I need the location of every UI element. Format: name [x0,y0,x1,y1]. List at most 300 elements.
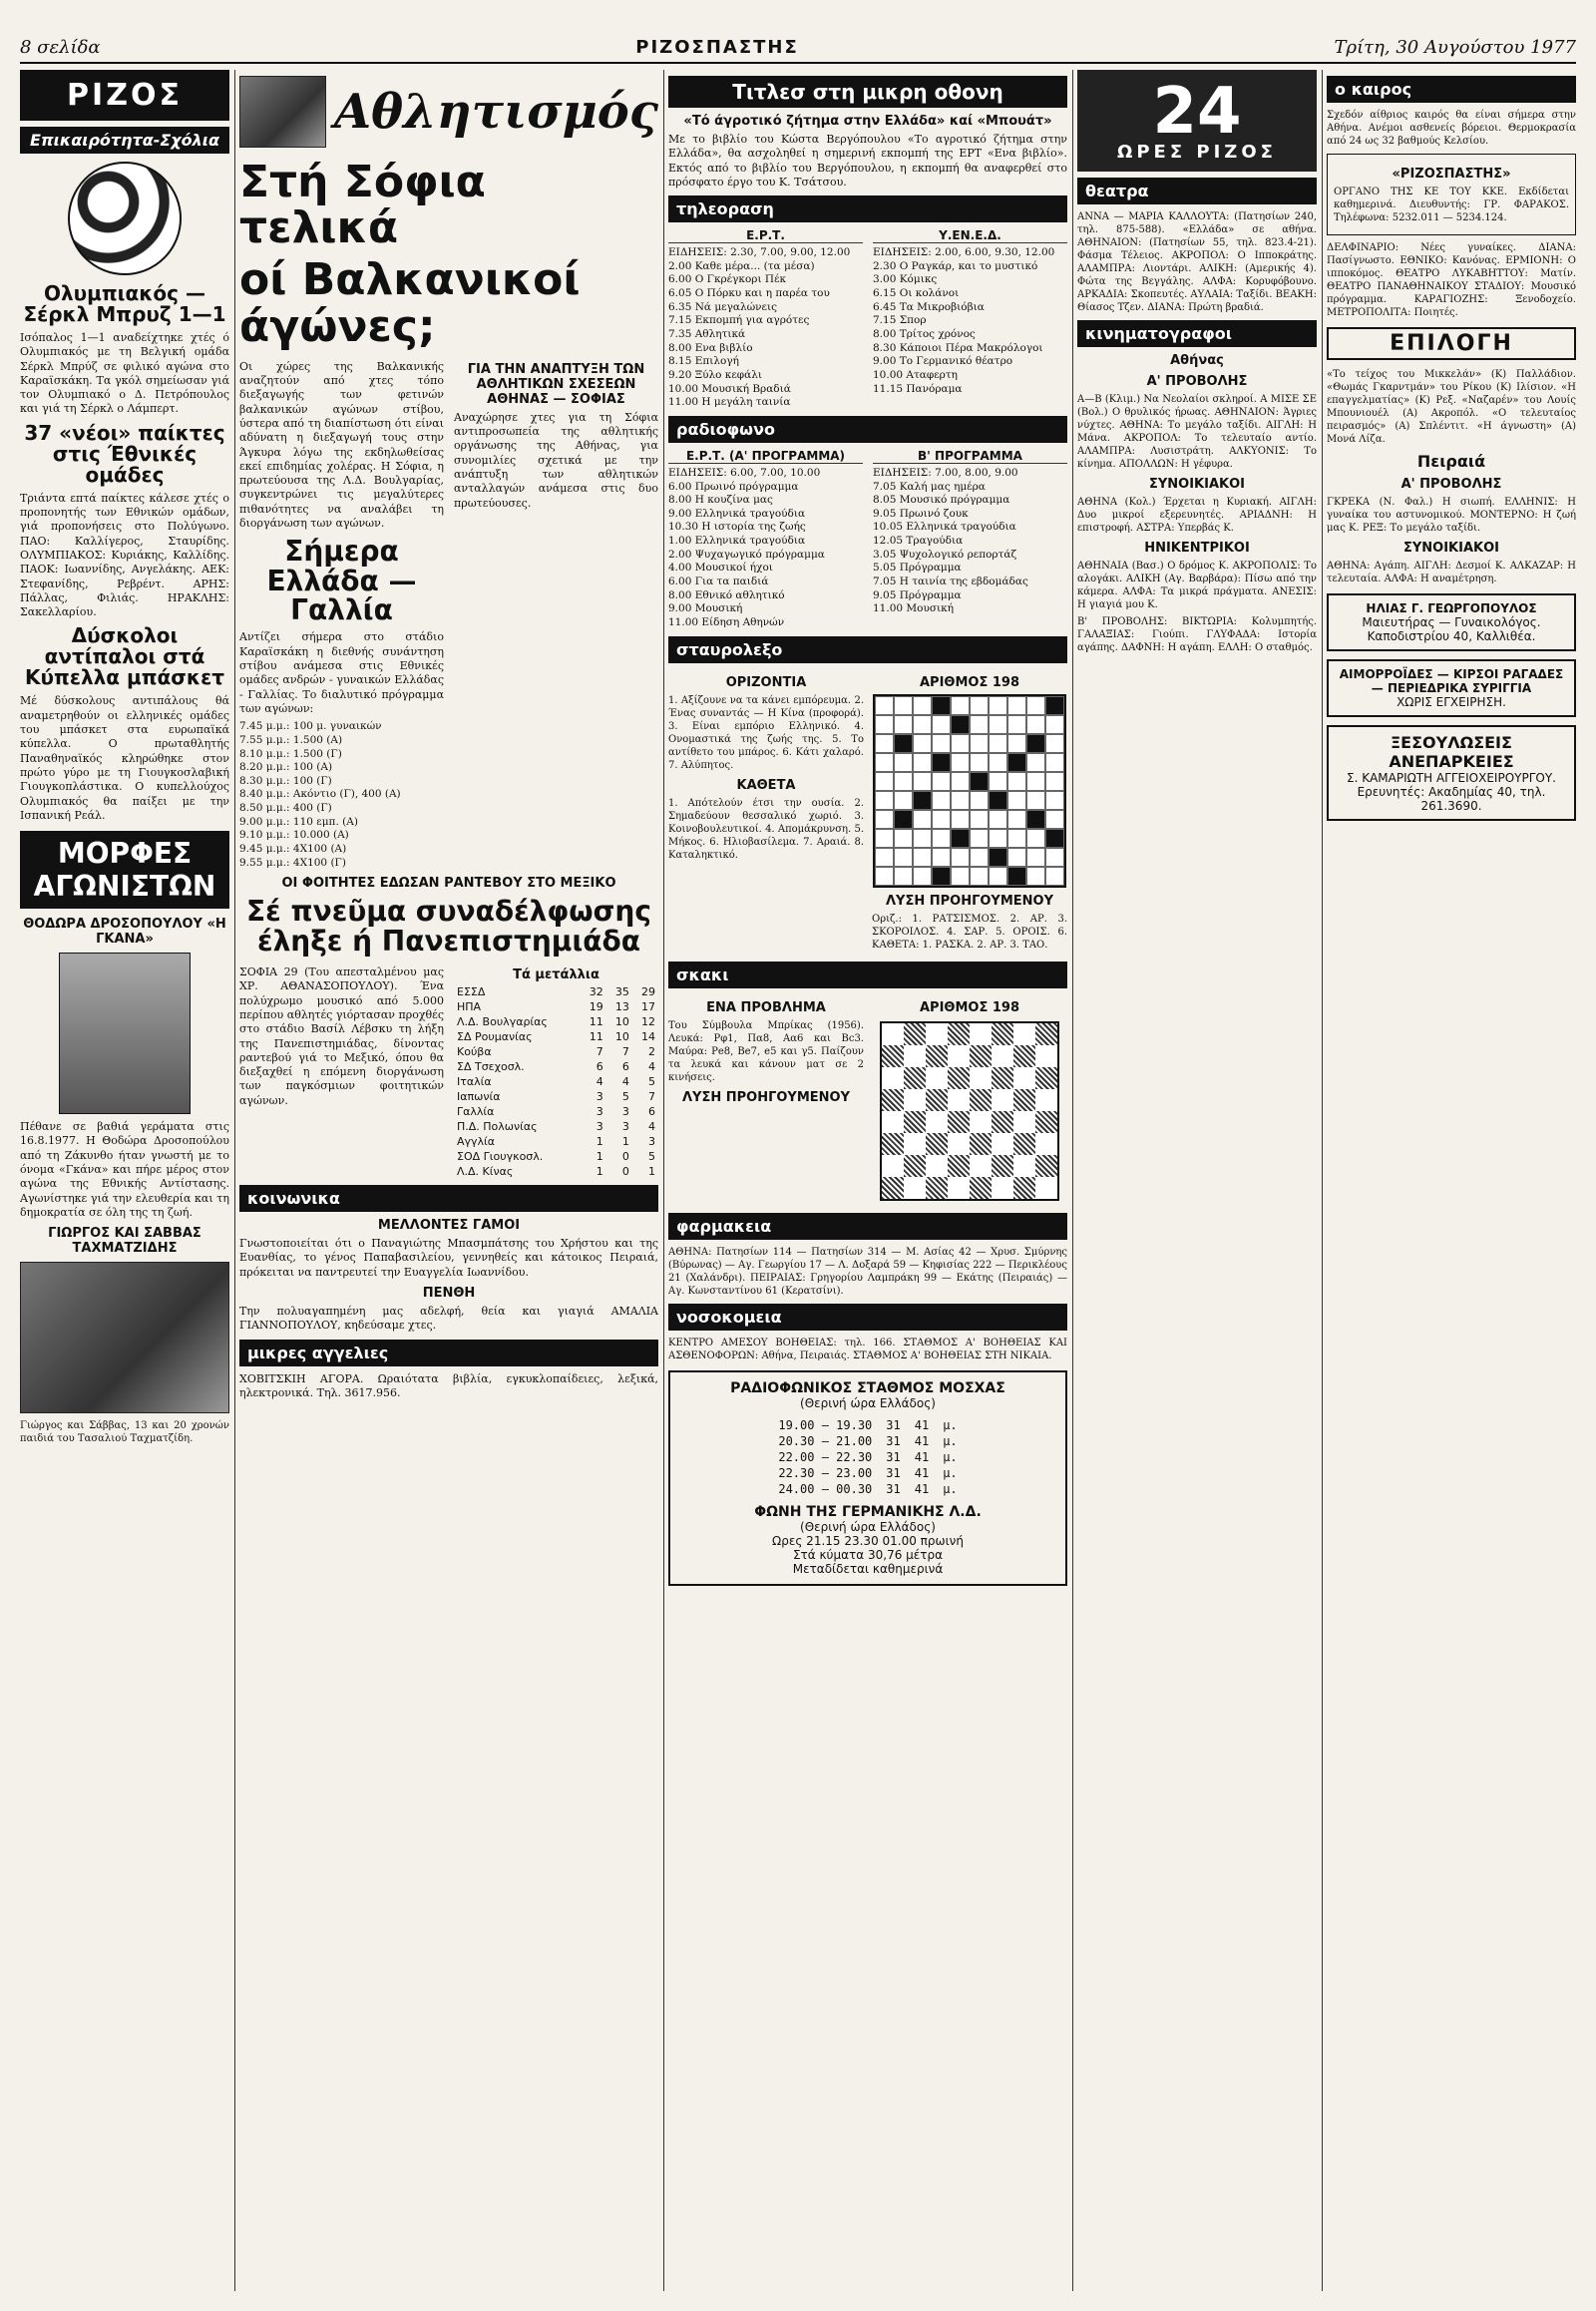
medals-count: 6 [596,1060,603,1074]
relations-article: Αναχώρησε χτες για τη Σόφια αντιπροσωπεία της αθλητικής οργάνωσης της Αθήνας, για συνομιλίες σχετικά με την ανάπτυξη των αθλητικών ανταλλαγών ανάμεσα στις δυο πρωτεύουσες. [454,410,658,510]
down-title: ΚΑΘΕΤΑ [736,777,796,793]
medals-country: ΣΔ Ρουμανίας [457,1030,533,1044]
medals-count: 5 [648,1150,655,1164]
crossword-cell [1026,734,1045,753]
radio-program-item: 6.00 Πρωινό πρόγραμμα [668,480,799,493]
hospitals-banner: νοσοκομεια [668,1304,1067,1331]
piraeus-neighborhood-listing: ΑΘΗΝΑ: Αγάπη. ΑΙΓΛΗ: Δεσμοί Κ. ΑΛΚΑΖΑΡ: Η τελευταία. ΑΛΦΑ: Η αναμέτρηση. [1327,561,1576,584]
crossword-cell [894,810,913,829]
radio-moscow-cell: 19.00 — 19.30 [778,1417,873,1432]
clinic-ad-text: ΧΩΡΙΣ ΕΓΧΕΙΡΗΣΗ. [1396,695,1506,709]
radio-moscow-cell: μ. [943,1433,958,1448]
radio-program-item: 10.30 Η ιστορία της ζωής [668,521,806,534]
crossword-cell [894,829,913,848]
chess-square [970,1089,992,1111]
crossword-cell [875,791,894,810]
crossword-cell [1007,829,1026,848]
crossword-cell [932,848,951,867]
schedule-item: 9.45 μ.μ.: 4Χ100 (Α) [239,843,347,856]
sofia-headline-2: οί Βαλκανικοί άγώνες; [239,254,581,352]
chess-square [904,1177,926,1199]
newspaper-name: ΡΙΖΟΣΠΑΣΤΗΣ [635,37,799,58]
chess-square [926,1067,948,1089]
radio-program-item: 11.00 Μουσική [873,602,954,615]
medals-count: 3 [621,1120,629,1134]
crossword-cell [951,772,970,791]
neighborhood-title: ΣΥΝΟΙΚΙΑΚΟΙ [1149,477,1245,492]
crossword-cell [913,829,932,848]
section-tag: Επικαιρότητα-Σχόλια [20,127,229,154]
medals-country: Αγγλία [457,1135,496,1149]
students-headline: Σέ πνεῦμα συναδέλφωσης έληξε ή Πανεπιστημιάδα [246,895,651,958]
neighborhood-listing: ΑΘΗΝΑ (Κολ.) Έρχεται η Κυριακή. ΑΙΓΛΗ: Δυο μικροί εξερευνητές. ΑΡΙΑΔΝΗ: Η επιστροφή. ΑΣΤΡΑ: Υπερβάς Κ. [1077,497,1317,534]
crossword-number: ΑΡΙΘΜΟΣ 198 [919,674,1019,690]
schedule-item: 9.55 μ.μ.: 4Χ100 (Γ) [239,856,346,869]
crossword-cell [1007,753,1026,772]
chess-square [882,1177,904,1199]
chess-square [882,1133,904,1155]
chess-square [948,1045,970,1067]
crossword-cell [1026,696,1045,715]
rizos-logo: ΡΙΖΟΣ [20,70,229,121]
tachmatzidis-caption: Γιώργος και Σάββας, 13 και 20 χρονών παιδιά του Τασαλιού Ταχματζίδη. [20,1420,229,1445]
medals-count: 3 [596,1090,603,1104]
schedule-item: 9.10 μ.μ.: 10.000 (Α) [239,829,349,842]
crossword-cell [932,791,951,810]
tv-program-item: 7.15 Σπορ [873,314,927,327]
medals-count: 10 [614,1015,629,1029]
24-number: 24 [1152,75,1242,149]
crossword-cell [932,734,951,753]
crossword-cell [1045,791,1064,810]
crossword-cell [1045,696,1064,715]
medals-country: Κούβα [457,1045,492,1059]
issue-date: Τρίτη, 30 Αυγούστου 1977 [1334,37,1576,58]
chess-square [948,1023,970,1045]
radio-moscow-cell: 41 [914,1417,930,1432]
schedule-item: 8.40 μ.μ.: Ακόντιο (Γ), 400 (Α) [239,788,401,801]
crossword-cell [1007,848,1026,867]
medals-row [454,1164,658,1179]
crossword-cell [894,848,913,867]
chess-square [882,1155,904,1177]
tv-program-item: 10.00 Μουσική Βραδιά [668,382,791,395]
chess-square [992,1155,1013,1177]
crossword-cell [932,715,951,734]
solution-title: ΛΥΣΗ ΠΡΟΗΓΟΥΜΕΝΟΥ [885,893,1053,909]
german-hours: Ωρες 21.15 23.30 01.00 πρωινή [772,1533,964,1548]
crossword-cell [913,753,932,772]
crossword-cell [970,810,989,829]
radio-moscow-row [772,1434,963,1448]
crossword-cell [1007,810,1026,829]
tv-program-item: 9.20 Ξύλο κεφάλι [668,368,763,381]
chess-square [1035,1111,1057,1133]
chess-square [1013,1133,1035,1155]
medals-count: 1 [596,1135,603,1149]
medals-count: 6 [648,1105,655,1119]
medals-country: Ιαπωνία [457,1090,501,1104]
crossword-cell [951,791,970,810]
social-banner: κοινωνικα [239,1185,658,1212]
chess-square [970,1067,992,1089]
radio-a-channel: Ε.Ρ.Τ. (Α' ΠΡΟΓΡΑΜΜΑ) [668,449,863,464]
cinema-listing: Α—Β (Κλιμ.) Να Νεολαίοι σκληροί. Α ΜΙΣΕ ΣΕ (Βολ.) Ο θρυλικός ήρωας. ΑΘΗΝΑΙΟΝ: Άγριες νύχτες. ΑΘΗΝΑ: Το μεγάλο ταξίδι. ΑΙΓΛΗ: Η Μάνα. ΑΚΡΟΠΟΛ: Το τελευταίο αντίο. ΑΛΑΜΠΡΑ: Λυσιστράτη. ΑΛΚΥΟΝΙΣ: Το κίνημα. ΑΠΟΛΛΩΝ: Η γέφυρα. [1077,394,1317,470]
schedule-item: 7.55 μ.μ.: 1.500 (Α) [239,733,343,746]
column-media [668,70,1067,2291]
medals-row [454,1014,658,1029]
cinema-first-run: Α' ΠΡΟΒΟΛΗΣ [1146,374,1248,389]
crossword-cell [1045,772,1064,791]
tv-program-item: 8.30 Κάποιοι Πέρα Μακρόλογοι [873,341,1043,354]
clinic-ad [1327,659,1576,717]
crossword-cell [913,715,932,734]
medals-row [454,1149,658,1164]
sofia-headline-1: Στή Σόφια τελικά [239,157,486,254]
medals-country: ΕΣΣΔ [457,985,486,999]
crossword-cell [913,696,932,715]
surgeon-ad-title: ΞΕΣΟΥΛΩΣΕΙΣ ΑΝΕΠΑΡΚΕΙΕΣ [1389,733,1514,771]
crossword-cell [1007,772,1026,791]
radio-program-item: 5.05 Πρόγραμμα [873,562,962,575]
radio-moscow-cell: 41 [914,1465,930,1480]
crossword-cell [913,734,932,753]
medals-count: 10 [614,1030,629,1044]
drosopoulou-article: Πέθανε σε βαθιά γεράματα στις 16.8.1977. Η Θοδώρα Δροσοπούλου από τη Ζάκυνθο ήταν γνωστή με το όνομα «Γκάνα» και πήρε μέρος στον αγώνα της Εθνικής Αντίστασης. Αγωνίστηκε γιά την ελευθερία και τη δημοκρατία σε όλη της τη ζωή. [20,1120,229,1219]
surgeon-ad [1327,725,1576,821]
medals-table [454,984,658,1179]
medals-count: 0 [621,1150,629,1164]
crossword-cell [894,867,913,886]
radio-moscow-row [772,1450,963,1464]
radio-program-item: 6.00 Για τα παιδιά [668,576,769,587]
24-subtitle: ΩΡΕΣ ΡΙΖΟΣ [1117,142,1277,163]
chess-square [882,1089,904,1111]
radio-moscow-cell: 41 [914,1449,930,1464]
crossword-cell [989,848,1007,867]
radio-moscow-cell: 31 [886,1449,901,1464]
crossword-cell [932,696,951,715]
crossword-cell [970,734,989,753]
crossword-cell [1026,772,1045,791]
chess-square [904,1111,926,1133]
chess-square [904,1155,926,1177]
chess-square [904,1023,926,1045]
medals-count: 11 [589,1030,603,1044]
theatres-listing: ΑΝΝΑ — ΜΑΡΙΑ ΚΑΛΛΟΥΤΑ: (Πατησίων 240, τηλ. 875-588). «Ελλάδα» σε αθήνα. ΑΘΗΝΑΙΟΝ: (Πατησίων 55, τηλ. 823.4-21). Φάσμα Τέλειος. ΑΚΡΟΠΟΛ: Ο Ιπποκράτης. ΑΛΑΜΠΡΑ: Λιοντάρι. ΑΛΙΚΗ: (Αμερικής 4). Φώτα της Βεγγάλης. ΑΛΦΑ: Κορυφόβουνο. ΑΡΚΑΔΙΑ: Σκοπευτές. ΑΥΛΑΙΑ: Ταξίδι. ΒΕΑΚΗ: Θίασος Τζεν. ΔΙΑΝΑ: Πρώτη βραδιά. [1077,211,1317,313]
page-number: 8 σελίδα [20,37,101,58]
crossword-cell [1045,810,1064,829]
chess-square [970,1045,992,1067]
piraeus-listing: ΓΚΡΕΚΑ (Ν. Φαλ.) Η σιωπή. ΕΛΛΗΝΙΣ: Η γυναίκα του αστυνομικού. ΜΟΝΤΕΡΝΟ: Η ζωή μας Κ. ΡΕΞ: Το μεγάλο ταξίδι. [1327,497,1576,534]
crossword-cell [1026,791,1045,810]
television-banner: τηλεοραση [668,195,1067,222]
chess-square [992,1023,1013,1045]
medals-count: 3 [648,1135,655,1149]
crossword-cell [989,696,1007,715]
medals-count: 5 [648,1075,655,1089]
radio-program-item: 8.05 Μουσικό πρόγραμμα [873,494,1010,507]
radio-moscow-row [772,1466,963,1480]
crossword-cell [913,772,932,791]
radio-program-item: ΕΙΔΗΣΕΙΣ: 7.00, 8.00, 9.00 [873,466,1018,479]
radio-program-item: 12.05 Τραγούδια [873,535,964,548]
chess-number: ΑΡΙΘΜΟΣ 198 [919,999,1019,1015]
crossword-cell [913,867,932,886]
radio-moscow-cell: 41 [914,1433,930,1448]
radio-moscow-table [770,1416,965,1498]
column-listings [1077,70,1317,2291]
chess-square [992,1111,1013,1133]
medals-count: 4 [621,1075,629,1089]
medals-count: 1 [648,1165,655,1179]
chess-square [1013,1177,1035,1199]
radio-moscow-cell: 41 [914,1481,930,1496]
medals-count: 4 [648,1060,655,1074]
crossword-cell [1007,867,1026,886]
medals-count: 17 [641,1000,655,1014]
crossword-cell [989,829,1007,848]
german-title: ΦΩΝΗ ΤΗΣ ΓΕΡΜΑΝΙΚΗΣ Λ.Δ. [754,1503,982,1520]
medals-count: 35 [614,985,629,999]
chess-square [992,1089,1013,1111]
agrarian-headline: «Τό άγροτικό ζήτημα στην Ελλάδα» καί «Μπουάτ» [683,114,1052,129]
tv-program-item: 2.00 Καθε μέρα... (τα μέσα) [668,259,815,272]
medals-count: 6 [621,1060,629,1074]
medals-count: 1 [596,1165,603,1179]
crossword-cell [1026,829,1045,848]
medals-count: 19 [589,1000,603,1014]
crossword-cell [875,848,894,867]
chess-square [1013,1155,1035,1177]
chess-prev-title: ΛΥΣΗ ΠΡΟΗΓΟΥΜΕΝΟΥ [681,1089,850,1105]
chess-square [904,1045,926,1067]
tv-program-item: 9.00 Το Γερμανικό θέατρο [873,355,1013,368]
crossword-cell [894,734,913,753]
medals-count: 7 [596,1045,603,1059]
cinemas-banner: κινηματογραφοι [1077,320,1317,347]
medals-count: 3 [596,1105,603,1119]
chess-square [1013,1067,1035,1089]
chess-square [1035,1133,1057,1155]
crossword-cell [1007,696,1026,715]
tv-program-item: 11.00 Η μεγάλη ταινία [668,396,791,409]
medals-count: 13 [614,1000,629,1014]
crossword-cell [1026,848,1045,867]
chess-square [1035,1177,1057,1199]
radio-moscow-cell: μ. [943,1465,958,1480]
crossword-cell [875,715,894,734]
drosopoulou-title: ΘΟΔΩΡΑ ΔΡΟΣΟΠΟΥΛΟΥ «Η ΓΚΑΝΑ» [23,917,226,948]
chess-square [904,1067,926,1089]
crossword-cell [894,715,913,734]
crossword-cell [951,810,970,829]
crossword-cell [1026,753,1045,772]
crossword-cell [1045,734,1064,753]
medals-count: 32 [589,985,603,999]
radio-moscow-sub: (Θερινή ώρα Ελλάδος) [800,1395,936,1410]
crossword-grid [873,694,1066,888]
medals-row [454,1029,658,1044]
olympiakos-headline: Ολυμπιακός — Σέρκλ Μπρυζ 1—1 [23,281,226,326]
weather-banner: ο καιρος [1327,76,1576,103]
medals-count: 14 [641,1030,655,1044]
open-air-listing: ΑΘΗΝΑΙΑ (Βασ.) Ο δρόμος Κ. ΑΚΡΟΠΟΛΙΣ: Το αλογάκι. ΑΛΙΚΗ (Αγ. Βαρβάρα): Πίσω από την κάμερα. ΑΛΦΑ: Τα μικρά πράγματα. ΑΝΕΣΙΣ: Η γιαγιά μου Κ. [1077,561,1317,610]
doctor-ad [1327,593,1576,651]
chess-square [948,1177,970,1199]
chess-square [992,1045,1013,1067]
radio-moscow-cell: 20.30 — 21.00 [778,1433,873,1448]
crossword-cell [970,791,989,810]
medals-row [454,1089,658,1104]
medals-title: Τά μετάλλια [513,967,599,983]
young-players-headline: 37 «νέοι» παίκτες στις Έθνικές ομάδες [24,420,225,487]
chess-square [1035,1089,1057,1111]
medals-row [454,1119,658,1134]
basketball-article: Μέ δύσκολους αντιπάλους θά αναμετρηθούν οι ελληνικές ομάδες του μπάσκετ στα ευρωπαϊκά κύπελλα. Ο πρωταθλητής Παναθηναϊκός κληρώθηκε στον πρώτο γύρο με τη Γιουγκοσλαβική Γιουγκοπλάστικα. Ο κυπελλούχος Ολυμπιακός θα παίξει με την Ισπανική Ρεάλ. [20,694,229,822]
radio-moscow-row [772,1418,963,1432]
radio-moscow-cell: 31 [886,1417,901,1432]
tv-program-item: 10.00 Αταφερτη [873,368,958,381]
sofia-article: Οι χώρες της Βαλκανικής αναζητούν από χτες τόπο διεξαγωγής των φετινών βαλκανικών αγώνων στίβου, ύστερα από τη διαπίστωση ότι είναι αδύνατη η διεξαγωγή τους στην Άγκυρα λόγω της εκδηλωθείσας εκεί επιδημίας χολέρας. Η Σόφια, η πρωτεύουσα της Λ.Δ. Βουλγαρίας, συγκεντρώνει τις μεγαλύτερες πιθανότητες να αναλάβει τη διοργάνωση των αγώνων. [239,359,444,531]
radio-a-list [668,467,863,630]
german-frequency: Στά κύματα 30,76 μέτρα [792,1547,944,1562]
medals-row [454,1074,658,1089]
tv-program-item: 6.05 Ο Πόρκυ και η παρέα του [668,287,830,300]
schedule-item: 7.45 μ.μ.: 100 μ. γυναικών [239,720,382,733]
radio-schedule [668,449,1067,630]
open-air-title: ΗΝΙΚΕΝΤΡΙΚΟΙ [1144,541,1250,556]
weather-text: Σχεδόν αίθριος καιρός θα είναι σήμερα στην Αθήνα. Ανέμοι ασθενείς βόρειοι. Θερμοκρασία από 24 ως 32 βαθμούς Κελσίου. [1327,110,1576,147]
crossword-cell [875,696,894,715]
crossword-cell [1007,791,1026,810]
relations-headline: ΓΙΑ ΤΗΝ ΑΝΑΠΤΥΞΗ ΤΩΝ ΑΘΛΗΤΙΚΩΝ ΣΧΕΣΕΩΝ ΑΘΗΝΑΣ — ΣΟΦΙΑΣ [467,361,645,407]
solution-text: Οριζ.: 1. ΡΑΤΣΙΣΜΟΣ. 2. ΑΡ. 3. ΣΚΟΡΟΙΛΟΣ. 4. ΣΑΡ. 5. ΟΡΟΙΣ. 6. ΚΑΘΕΤΑ: 1. ΡΑΣΚΑ. 2. ΑΡ. 3. ΤΑΟ. [872,913,1067,951]
medals-row [454,984,658,999]
crossword-cell [913,791,932,810]
crossword-cell [970,696,989,715]
chess-square [1035,1067,1057,1089]
chess-square [948,1111,970,1133]
morfes-banner: ΜΟΡΦΕΣ ΑΓΩΝΙΣΤΩΝ [20,831,229,909]
chess-banner: σκακι [668,962,1067,988]
crossword-cell [1026,715,1045,734]
radio-moscow-cell: 31 [886,1481,901,1496]
crossword-cell [875,734,894,753]
chess-board [880,1021,1059,1201]
radio-moscow-box [668,1370,1067,1586]
radio-b-channel: Β' ΠΡΟΓΡΑΜΜΑ [873,449,1067,464]
radio-program-item: 7.05 Η ταινία της εβδομάδας [873,576,1028,587]
column-right [1327,70,1576,2291]
schedule-item: 8.20 μ.μ.: 100 (Α) [239,761,333,774]
chess-square [970,1155,992,1177]
publisher-title: «ΡΙΖΟΣΠΑΣΤΗΣ» [1392,167,1511,182]
chess-square [970,1133,992,1155]
medals-row [454,1134,658,1149]
chess-square [970,1023,992,1045]
radio-moscow-row [772,1482,963,1496]
chess-square [904,1133,926,1155]
column-divider [1322,70,1323,2291]
radio-moscow-cell: 31 [886,1433,901,1448]
radio-program-item: 8.00 Εθνικό αθλητικό [668,588,785,601]
crossword-cell [951,829,970,848]
tv-program-item: 8.00 Ενα βιβλίο [668,341,753,354]
crossword-cell [894,696,913,715]
crossword-cell [1045,829,1064,848]
clinic-ad-title: ΑΙΜΟΡΡΟΪΔΕΣ — ΚΙΡΣΟΙ ΡΑΓΑΔΕΣ — ΠΕΡΙΕΔΡΙΚΑ ΣΥΡΙΓΓΙΑ [1339,667,1564,695]
crossword-cell [1007,715,1026,734]
classifieds-article: ΧΟΒΙΤΣΚΙΗ ΑΓΟΡΑ. Ωραιότατα βιβλία, εγκυκλοπαίδειες, λεξικά, ηλεκτρονικά. Τηλ. 3617.956. [239,1371,658,1399]
chess-square [948,1067,970,1089]
chess-square [1013,1023,1035,1045]
crossword-cell [951,848,970,867]
chess-square [904,1089,926,1111]
chess-square [1013,1045,1035,1067]
yened-channel: Υ.ΕΝ.Ε.Δ. [873,228,1067,243]
athletes-photo [239,76,326,148]
medals-country: Λ.Δ. Κίνας [457,1165,514,1179]
football-icon [68,162,182,275]
crossword-cell [1045,715,1064,734]
chess-square [882,1067,904,1089]
medals-count: 4 [596,1075,603,1089]
crossword-cell [1045,753,1064,772]
crossword-cell [875,829,894,848]
crossword-cell [989,867,1007,886]
chess-square [926,1177,948,1199]
tv-program-item: ΕΙΔΗΣΕΙΣ: 2.00, 6.00, 9.30, 12.00 [873,246,1055,259]
column-divider [234,70,235,2291]
mourning-article: Την πολυαγαπημένη μας αδελφή, θεία και γιαγιά ΑΜΑΛΙΑ ΓΙΑΝΝΟΠΟΥΛΟΥ, κηδεύσαμε χτες. [239,1304,658,1333]
publisher-text: ΟΡΓΑΝΟ ΤΗΣ ΚΕ ΤΟΥ ΚΚΕ. Εκδίδεται καθημερινά. Διευθυντής: ΓΡ. ΦΑΡΑΚΟΣ. Τηλέφωνα: 5232.011 — 5234.124. [1334,187,1569,223]
tv-program-item: 2.30 Ο Ραγκάρ, και το μυστικό [873,259,1038,272]
tv-program-item: 7.35 Αθλητικά [668,328,746,341]
crossword-cell [970,848,989,867]
tachmatzidis-title: ΓΙΩΡΓΟΣ ΚΑΙ ΣΑΒΒΑΣ ΤΑΧΜΑΤΖΙΔΗΣ [48,1226,201,1257]
chess-square [1013,1089,1035,1111]
young-players-article: Τριάντα επτά παίκτες κάλεσε χτές ο προπονητής των Εθνικών ομάδων, γιά προπονήσεις στο Πολύγωνο. ΠΑΟ: Καλλίγερος, Σταυρίδης. ΟΛΥΜΠΙΑΚΟΣ: Κυριάκης, Καλλίδης. ΠΑΟΚ: Ιωαννίδης, Ανγελάκης. ΑΕΚ: Στεφανίδης, Ρεβρέντ. ΑΡΗΣ: Πάλλας, Φιλιάς. ΗΡΑΚΛΗΣ: Σακελλαρίου. [20,491,229,619]
chess-square [992,1177,1013,1199]
pharmacies-text: ΑΘΗΝΑ: Πατησίων 114 — Πατησίων 314 — Μ. Ασίας 42 — Χρυσ. Σμύρνης (Βύρωνας) — Αγ. Γεωργίου 17 — Λ. Δοξαρά 59 — Κηφισίας 222 — Περικλέους 21 (Χαλάνδρι). ΠΕΙΡΑΙΑΣ: Γρηγορίου Λαμπράκη 99 — Εκάτης (Πειραιάς) — Αγ. Κωνσταντίνου 61 (Κερατσίνι). [668,1246,1067,1297]
crossword-cell [1007,734,1026,753]
medals-row [454,1104,658,1119]
hospitals-text: ΚΕΝΤΡΟ ΑΜΕΣΟΥ ΒΟΗΘΕΙΑΣ: τηλ. 166. ΣΤΑΘΜΟΣ Α' ΒΟΗΘΕΙΑΣ ΚΑΙ ΑΣΘΕΝΟΦΟΡΩΝ: Αθήνα, Πειραιάς. ΣΤΑΘΜΟΣ Α' ΒΟΗΘΕΙΑΣ ΣΤΗ ΝΙΚΑΙΑ. [668,1337,1067,1361]
today-article: Αντίζει σήμερα στο στάδιο Καραϊσκάκη η διεθνής συνάντηση στίβου ανάμεσα στις Εθνικές ομάδες ανδρών - γυναικών Ελλάδας - Γαλλίας. Το διαλυτικό πρόγραμμα των αγώνων: [239,630,444,715]
radio-moscow-cell: μ. [943,1417,958,1432]
radio-program-item: 11.00 Είδηση Αθηνών [668,615,785,628]
crossword-cell [1026,810,1045,829]
crossword-cell [989,753,1007,772]
crossword-cell [970,753,989,772]
column-sports [239,70,658,2291]
column-divider [1072,70,1073,2291]
chess-square [882,1111,904,1133]
doctor-ad-text: Μαιευτήρας — Γυναικολόγος. Καποδιστρίου 40, Καλλιθέα. [1362,615,1541,643]
chess-square [882,1023,904,1045]
medals-count: 7 [621,1045,629,1059]
radio-program-item: ΕΙΔΗΣΕΙΣ: 6.00, 7.00, 10.00 [668,466,821,479]
tv-program-item: 7.15 Εκπομπή για αγρότες [668,314,810,327]
across-clues: 1. Αξίζουνε να τα κάνει εμπόρευμα. 2. Ένας συναντάς — Η Κίνα (προφορά). 3. Είναι εμπόριο Ελληνικό. 4. Ονομαστικά της ζωής της. 5. Το αντίθετο του μπάρος. 6. Κάτι χαλαρό. 7. Αλύπητος. [668,694,864,771]
chess-problem-text: Του Σύμβουλα Μπρίκας (1956). Λευκά: Ρφ1, Πα8, Αα6 και Βc3. Μαύρα: Ρe8, Βe7, e5 και γ5. Παίζουν τα λευκά και κάνουν ματ σε 2 κινήσεις. [668,1019,864,1083]
theatres-banner: θεατρα [1077,178,1317,204]
chess-square [970,1111,992,1133]
chess-square [1013,1111,1035,1133]
crossword-cell [951,867,970,886]
crossword-cell [932,867,951,886]
